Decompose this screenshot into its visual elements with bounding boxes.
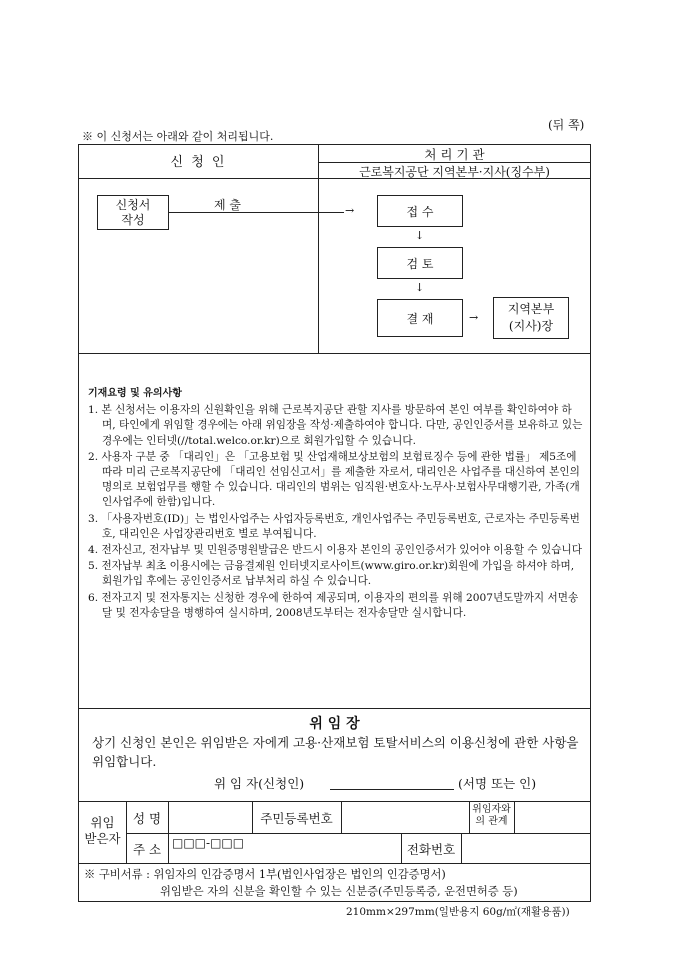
flow-bottom-rule [79,353,590,354]
attachments-line-2: 위임받은 자의 신분을 확인할 수 있는 신분증(주민등록증, 운전면허증 등) [160,885,518,898]
table-divider [514,801,515,833]
instruction-item: 5. 전자납부 최초 이용시에는 금융결제원 인터넷지로사이트(www.giro.or.kr)회원에 가입을 하셔야 하며, 회원가입 후에는 공인인증서로 납부처리 하실 수 있습니다. [88,560,575,588]
write-application-step: 신청서 작성 [97,195,169,230]
postcode-field[interactable]: □□□-□□□ [172,836,245,850]
receive-step: 접 수 [377,195,463,227]
instructions-section [88,386,583,622]
arrow-down-icon: ↓ [415,281,425,294]
signature-label: (서명 또는 인) [458,776,537,791]
process-note: ※ 이 신청서는 아래와 같이 처리됩니다. [82,130,274,143]
processing-agency-title: 처 리 기 관 [424,147,485,162]
submit-line [169,212,344,213]
delegator-label: 위 임 자(신청인) [214,776,305,791]
paper-spec: 210mm×297mm(일반용지 60g/㎡(재활용품)) [346,906,570,918]
arrow-right-icon: → [469,311,479,324]
instruction-item: 4. 전자신고, 전자납부 및 민원증명원발급은 반드시 이용자 본인의 공인인증서가 있어야 이용할 수 있습니다 [88,544,582,557]
name-label: 성 명 [132,811,162,826]
review-step: 검 토 [377,247,463,279]
attachments-line-1: ※ 구비서류 : 위임자의 인감증명서 1부(법인사업장은 법인의 인감증명서) [84,868,446,881]
instructions-bottom-rule [79,708,590,709]
page-side-label: (뒤 쪽) [548,118,585,132]
table-divider [461,833,462,863]
instruction-item: 3. 「사용자번호(ID)」는 법인사업주는 사업자등록번호, 개인사업주는 주민등록번호, 근로자는 주민등록번호, 대리인은 사업장관리번호 별로 부여됩니다. [88,512,580,540]
arrow-right-icon: → [345,204,355,217]
rrn-label: 주민등록번호 [260,811,333,826]
table-bottom-rule [79,863,590,864]
submit-label: 제 출 [214,198,241,212]
delegate-row-head: 위임 받은자 [84,815,121,846]
arrow-down-icon: ↓ [415,229,425,242]
table-middle-rule [126,833,590,834]
delegator-signature-line[interactable] [330,789,454,790]
processing-agency-name: 근로복지공단 지역본부·지사(징수부) [359,165,550,179]
delegation-title: 위 임 장 [309,716,360,732]
delegation-body: 상기 신청인 본인은 위임받은 자에게 고용·산재보험 토탈서비스의 이용신청에 관한 사항을 위임합니다. [92,735,579,769]
instructions-heading: 기재요령 및 유의사항 [88,388,182,399]
instruction-item: 6. 전자고지 및 전자통지는 신청한 경우에 한하여 제공되며, 이용자의 편의를 위해 2007년도말까지 서면송달 및 전자송달을 병행하여 실시하며, 2008년도부터는 전자송달만 실시합니다. [88,591,579,619]
decide-step: 결 재 [377,299,463,337]
phone-field[interactable] [463,835,588,861]
head-office-step: 지역본부 (지사)장 [493,297,569,339]
table-divider [168,801,169,863]
instruction-item: 2. 사용자 구분 중 「대리인」은 「고용보험 및 산업재해보상보험의 보험료징수 등에 관한 법률」 제5조에 따라 미리 근로복지공단에 「대리인 선임신고서」를 제출한 자로서, 대리인은 사업주를 대신하여 본인의 명의로 보험업무를 행할 수 있습니다. 대리인의 범위는 임직원·변호사·노무사·보험사무대행기관, 가족(개인사업주에 한함)입니다. [88,450,580,509]
instruction-item: 1. 본 신청서는 이용자의 신원확인을 위해 근로복지공단 관할 지사를 방문하여 본인 여부를 확인하여야 하며, 타인에게 위임할 경우에는 아래 위임장을 작성·제출하여야 합니다. 다만, 공인인증서를 보유하고 있는 경우에는 인터넷(//total.welco.or.kr)으로 회원가입할 수 있습니다. [88,404,583,447]
relation-label: 위임자와 의 관계 [472,804,511,827]
address-label: 주 소 [132,842,162,857]
phone-label: 전화번호 [406,842,456,857]
name-field[interactable] [170,804,250,831]
table-divider [341,801,342,833]
applicant-header: 신 청 인 [170,155,227,170]
rrn-field[interactable] [343,804,467,831]
relation-field[interactable] [516,804,588,831]
